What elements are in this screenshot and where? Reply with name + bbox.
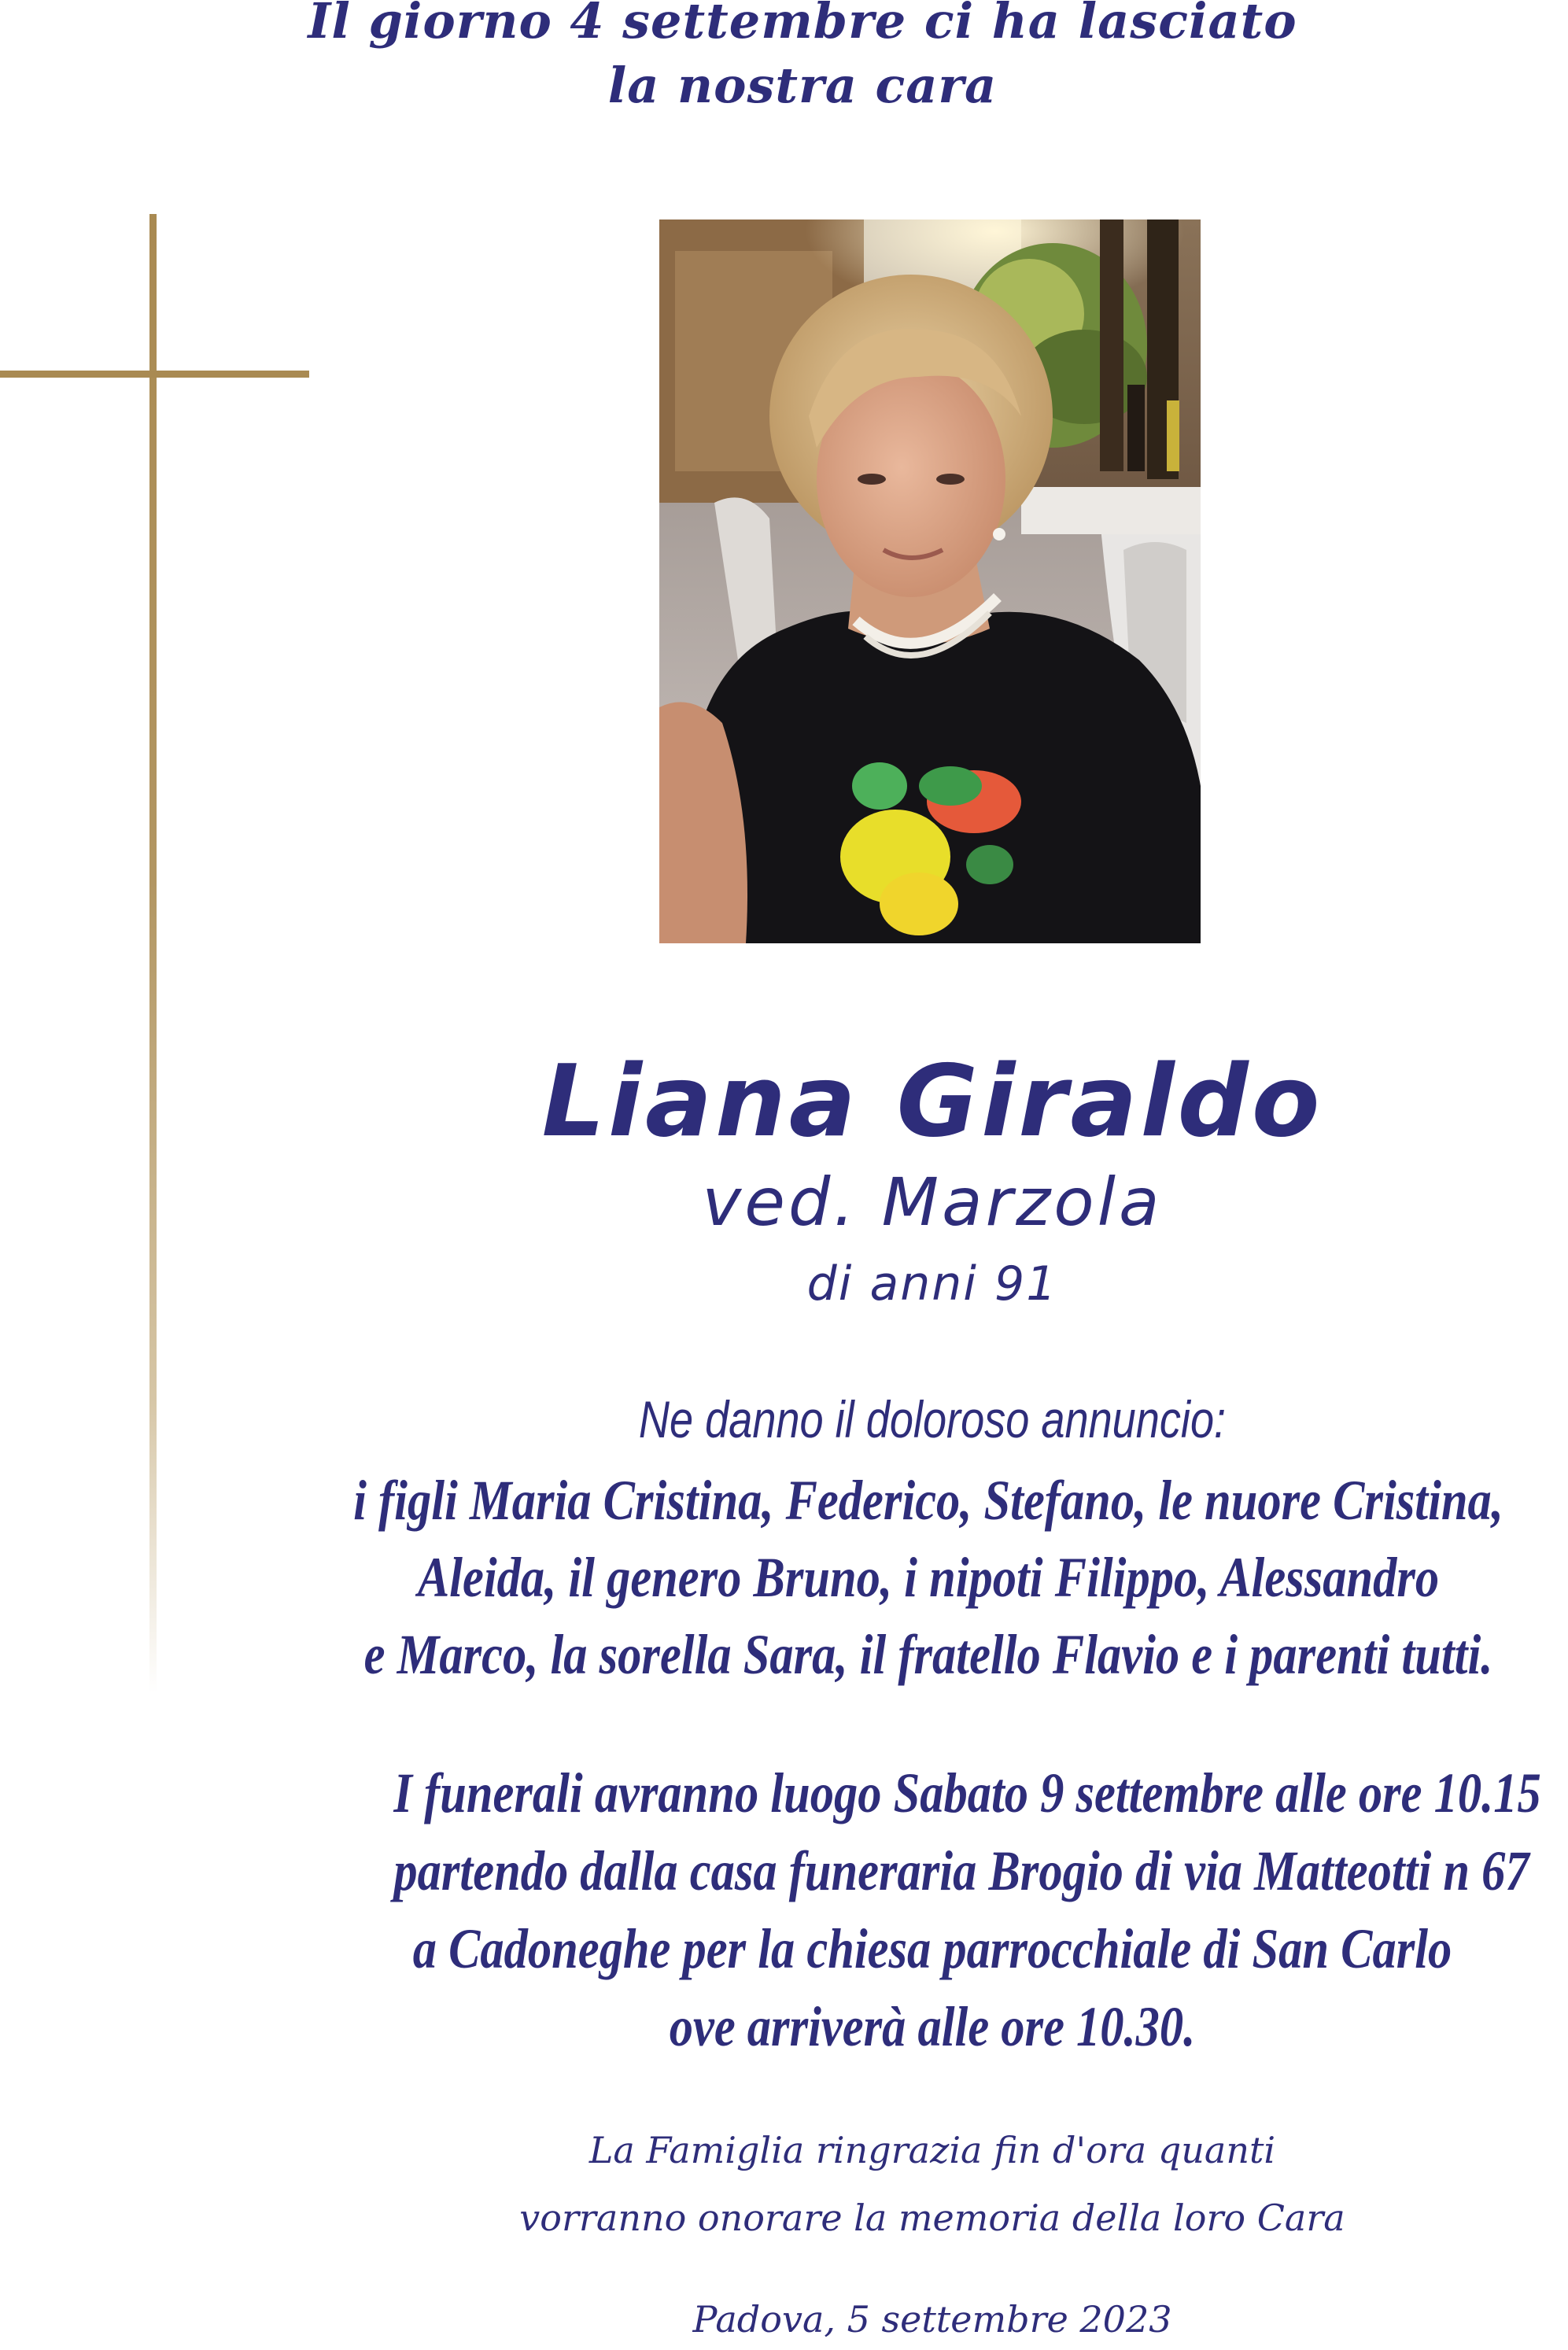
thanks-text [425,2116,1440,2252]
portrait-photo [659,220,1201,943]
announcement-line: e Marco, la sorella Sara, il fratello Flavio e i parenti tutti. [363,1623,1493,1686]
married-name: ved. Marzola [702,1164,1163,1241]
thanks-line: La Famiglia ringrazia fin d'ora quanti [588,2129,1276,2171]
announcement-line: Aleida, il genero Bruno, i nipoti Filippo, Alessandro [417,1546,1440,1609]
age-text: di anni 91 [806,1256,1058,1311]
intro-line-1: Il giorno 4 settembre ci ha lasciato [308,0,1297,50]
funeral-line: ove arriverà alle ore 10.30. [669,1995,1196,2058]
funeral-line: partendo dalla casa funeraria Brogio di via Matteotti n 67 [393,1839,1529,1902]
funeral-line: I funerali avranno luogo Sabato 9 settembre alle ore 10.15 [393,1762,1541,1824]
announcement-intro: Ne danno il doloroso annuncio: [638,1390,1227,1448]
funeral-line: a Cadoneghe per la chiesa parrocchiale di San Carlo [412,1917,1452,1980]
thanks-line: vorranno onorare la memoria della loro Cara [519,2197,1345,2239]
deceased-name: Liana Giraldo [541,1043,1323,1159]
intro-line-2: la nostra cara [607,57,998,114]
announcement-line: i figli Maria Cristina, Federico, Stefano, le nuore Cristina, [353,1469,1503,1532]
cross-horizontal-bar [0,371,309,378]
place-date: Padova, 5 settembre 2023 [692,2298,1172,2341]
funeral-details [393,1754,1541,2066]
cross-vertical-bar [149,214,157,1693]
announcement-text [340,1462,1516,1693]
